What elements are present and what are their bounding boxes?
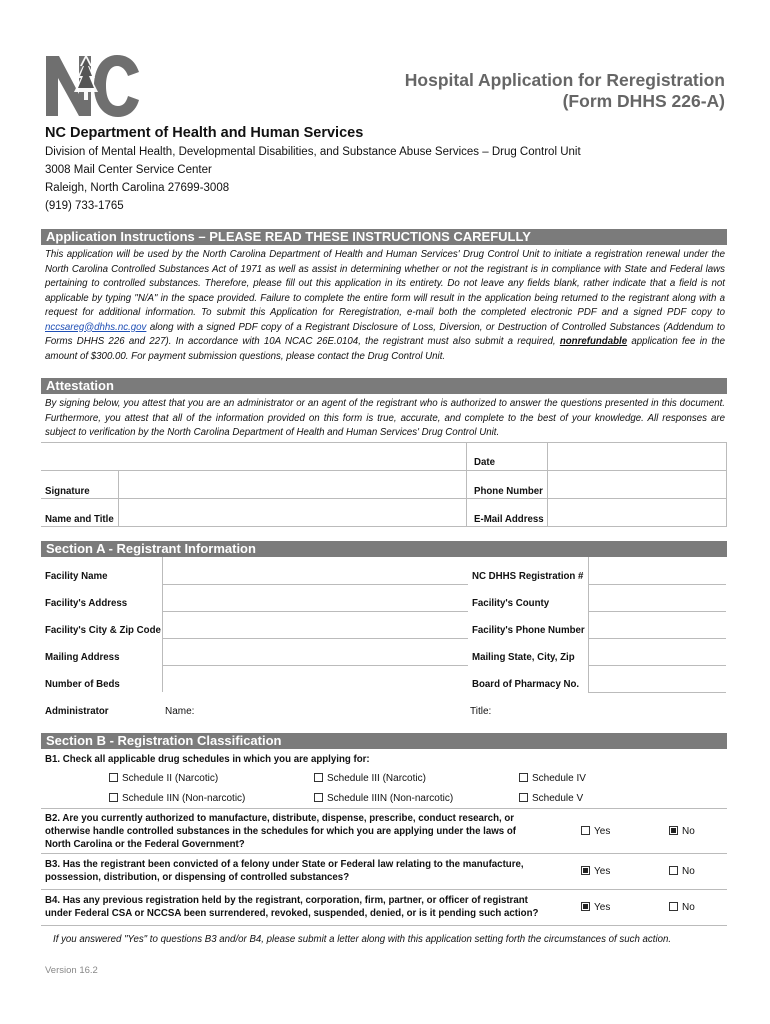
- nonrefundable-emphasis: nonrefundable: [559, 336, 628, 347]
- address-line1: 3008 Mail Center Service Center: [45, 164, 212, 176]
- registration-number-label: NC DHHS Registration #: [472, 571, 584, 582]
- facility-city-zip-field[interactable]: [165, 614, 465, 636]
- name-title-field[interactable]: [121, 500, 464, 524]
- version-label: Version 16.2: [45, 965, 98, 976]
- attestation-text: By signing below, you attest that you are an administrator or an agent of the registrant who is authorized to answer the questions presented in this document. Furthermore, you attest that all of the information provided on this form is true, accurate, and complete to the best of your knowledge. All responses are subject to verification by the North Carolina Department of Health and Human Services' Drug Control Unit.: [45, 398, 725, 438]
- instructions-text-a: This application will be used by the North Carolina Department of Health and Human Services' Drug Control Unit to initiate a registration renewal under the North Carolina Controlled Substances Act of 1971 as well as assist in determining whether or not the registrant is in compliance with State and Federal laws pertaining to controlled substances. Therefore, please fill out this application in its entirety. Do not leave any fields blank, rather indicate that a field is not applicable by typing "N/A" in the space provided. Failure to complete the entire form will result in the application being returned to the registrant along with a request for additional information. To submit this Application for Reregistration, e-mail both the completed electronic PDF and a signed PDF copy to: [45, 249, 725, 318]
- checked-checkbox-icon: [669, 826, 678, 835]
- instructions-text: [45, 248, 725, 364]
- address-line2: Raleigh, North Carolina 27699-3008: [45, 182, 230, 194]
- facility-address-field[interactable]: [165, 587, 465, 609]
- schedule-ii-label: Schedule II (Narcotic): [122, 773, 219, 784]
- administrator-name-field[interactable]: [200, 702, 460, 720]
- facility-name-field[interactable]: [165, 560, 465, 582]
- division-name: Division of Mental Health, Developmental Disabilities, and Substance Abuse Services – Drug Control Unit: [45, 146, 581, 158]
- b3-no-label: No: [682, 866, 695, 877]
- logo-text: [43, 50, 44, 51]
- form-title-line2: (Form DHHS 226-A): [562, 91, 725, 111]
- email-field[interactable]: [550, 500, 724, 524]
- instructions-text-c: application fee in the amount of $300.00. For payment submission questions, please contact the Drug Control Unit.: [45, 336, 725, 362]
- instructions-text-b: along with a signed PDF copy of a Registrant Disclosure of Loss, Diversion, or Destruction of Controlled Substances (Addendum to Forms DHHS 226 and 227). In accordance with 10A NCAC 26E.0104, the registrant must also submit a required,: [45, 321, 725, 347]
- instructions-heading: Application Instructions – PLEASE READ THESE INSTRUCTIONS CAREFULLY: [41, 229, 727, 245]
- schedule-v-label: Schedule V: [532, 793, 584, 804]
- facility-address-label: Facility's Address: [45, 598, 128, 609]
- administrator-title-field[interactable]: [500, 702, 724, 720]
- schedule-iv-checkbox[interactable]: [519, 773, 586, 784]
- schedule-v-checkbox[interactable]: [519, 793, 583, 804]
- mailing-address-label: Mailing Address: [45, 652, 120, 663]
- name-title-label: Name and Title: [45, 514, 114, 525]
- schedule-iin-label: Schedule IIN (Non-narcotic): [122, 793, 246, 804]
- registration-number-field[interactable]: [591, 560, 724, 582]
- b2-no-label: No: [682, 826, 695, 837]
- checkbox-icon: [109, 793, 118, 802]
- section-b-heading: Section B - Registration Classification: [41, 733, 727, 749]
- department-name: NC Department of Health and Human Services: [45, 125, 364, 141]
- administrator-title-label: Title:: [470, 706, 492, 717]
- email-link[interactable]: nccsareg@dhhs.nc.gov: [45, 321, 147, 333]
- b4-yes-label: Yes: [594, 902, 611, 913]
- form-title-line1: Hospital Application for Reregistration: [404, 70, 725, 90]
- pharmacy-number-label: Board of Pharmacy No.: [472, 679, 580, 690]
- facility-county-label: Facility's County: [472, 598, 550, 609]
- checkbox-icon: [314, 773, 323, 782]
- pharmacy-number-field[interactable]: [591, 668, 724, 690]
- date-field[interactable]: [550, 444, 724, 468]
- nc-logo: [43, 50, 143, 120]
- checkbox-icon: [519, 793, 528, 802]
- attestation-heading: Attestation: [41, 378, 727, 394]
- facility-name-label: Facility Name: [45, 571, 108, 582]
- checked-checkbox-icon: [581, 866, 590, 875]
- b3-no-option[interactable]: [669, 866, 695, 877]
- signature-field[interactable]: [121, 472, 464, 496]
- phone-number: (919) 733-1765: [45, 200, 124, 212]
- b3-yes-option[interactable]: [581, 866, 610, 877]
- checkbox-icon: [669, 902, 678, 911]
- administrator-name-label: Name:: [165, 706, 195, 717]
- number-of-beds-label: Number of Beds: [45, 679, 120, 690]
- checkbox-icon: [519, 773, 528, 782]
- facility-phone-label: Facility's Phone Number: [472, 625, 585, 636]
- b2-question: B2. Are you currently authorized to manufacture, distribute, dispense, prescribe, conduct research, or otherwise handle controlled substances in the schedules for which you are applying under the laws of North Carolina or the Federal Government?: [45, 813, 517, 850]
- facility-county-field[interactable]: [591, 587, 724, 609]
- b1-question: B1. Check all applicable drug schedules in which you are applying for:: [45, 754, 370, 765]
- schedule-iii-checkbox[interactable]: [314, 773, 426, 784]
- b2-yes-option[interactable]: [581, 826, 610, 837]
- facility-phone-field[interactable]: [591, 614, 724, 636]
- checkbox-icon: [314, 793, 323, 802]
- checkbox-icon: [109, 773, 118, 782]
- date-label: Date: [474, 457, 495, 468]
- schedule-iiin-checkbox[interactable]: [314, 793, 453, 804]
- mailing-address-field[interactable]: [165, 641, 465, 663]
- form-title: [405, 70, 725, 112]
- b2-no-option[interactable]: [669, 826, 695, 837]
- number-of-beds-field[interactable]: [165, 668, 465, 690]
- b4-no-label: No: [682, 902, 695, 913]
- checked-checkbox-icon: [581, 902, 590, 911]
- phone-field[interactable]: [550, 472, 724, 496]
- administrator-label: Administrator: [45, 706, 109, 717]
- b3-question: B3. Has the registrant been convicted of a felony under State or Federal law relating to the manufacture, possession, distribution, or dispensing of controlled substances?: [45, 859, 524, 883]
- phone-label: Phone Number: [474, 486, 543, 497]
- schedule-iiin-label: Schedule IIIN (Non-narcotic): [327, 793, 454, 804]
- b3-yes-label: Yes: [594, 866, 611, 877]
- checkbox-icon: [669, 866, 678, 875]
- mailing-state-field[interactable]: [591, 641, 724, 663]
- section-a-heading: Section A - Registrant Information: [41, 541, 727, 557]
- facility-city-zip-label: Facility's City & Zip Code: [45, 625, 161, 636]
- b2-yes-label: Yes: [594, 826, 611, 837]
- yes-answer-note: If you answered "Yes" to questions B3 and/or B4, please submit a letter along with this application setting forth the circumstances of such action.: [53, 934, 672, 945]
- checkbox-icon: [581, 826, 590, 835]
- schedule-iii-label: Schedule III (Narcotic): [327, 773, 426, 784]
- signature-label: Signature: [45, 486, 90, 497]
- b4-yes-option[interactable]: [581, 902, 610, 913]
- schedule-iin-checkbox[interactable]: [109, 793, 245, 804]
- schedule-iv-label: Schedule IV: [532, 773, 586, 784]
- email-label: E-Mail Address: [474, 514, 544, 525]
- mailing-state-label: Mailing State, City, Zip: [472, 652, 575, 663]
- b4-question: B4. Has any previous registration held by the registrant, corporation, firm, partner, or officer of registrant under Federal CSA or NCCSA been surrendered, revoked, suspended, denied, or is it pending such action?: [45, 895, 539, 919]
- b4-no-option[interactable]: [669, 902, 695, 913]
- schedule-ii-checkbox[interactable]: [109, 773, 218, 784]
